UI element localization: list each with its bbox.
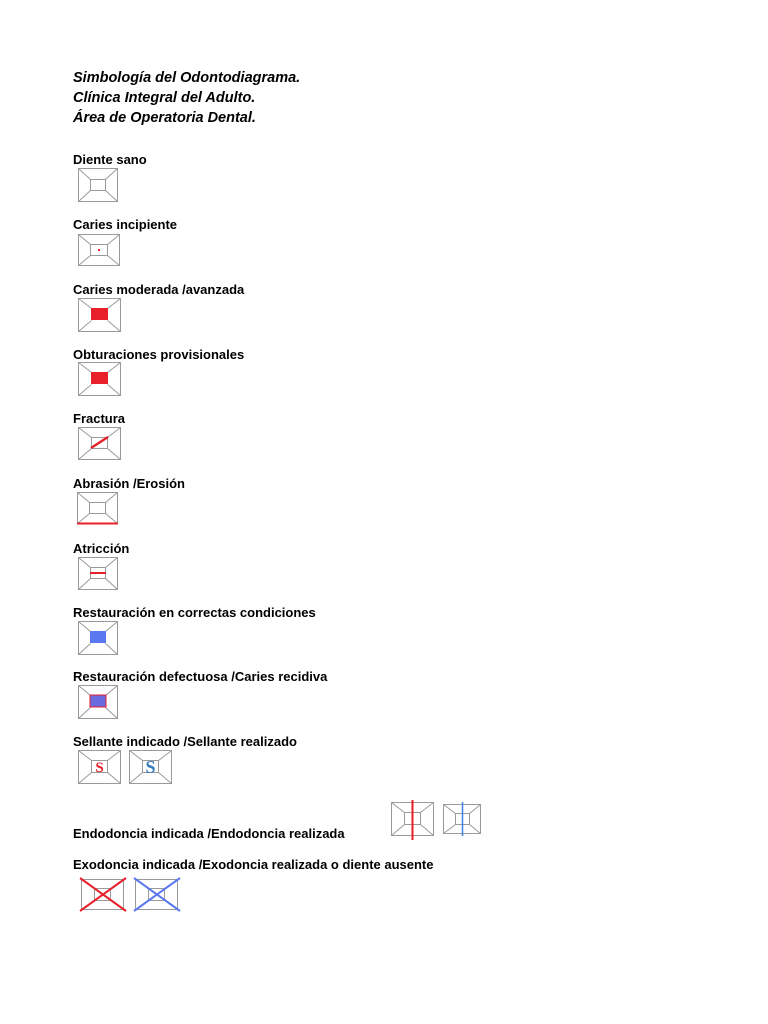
- sealant-done-icon: [129, 750, 172, 784]
- label-endodontics: Endodoncia indicada /Endodoncia realizada: [73, 826, 345, 841]
- label-sealant: Sellante indicado /Sellante realizado: [73, 734, 297, 749]
- sealant-letter-indicated: S: [95, 760, 104, 776]
- label-defective-restoration: Restauración defectuosa /Caries recidiva: [73, 669, 328, 684]
- attrition-icon: [78, 557, 118, 590]
- endodontics-indicated-icon: [390, 800, 436, 840]
- label-extraction: Exodoncia indicada /Exodoncia realizada o diente ausente: [73, 857, 434, 872]
- abrasion-icon: [77, 492, 118, 526]
- title-line-1: Simbología del Odontodiagrama.: [73, 70, 301, 86]
- label-moderate-caries: Caries moderada /avanzada: [73, 282, 245, 297]
- fracture-icon: [78, 427, 121, 460]
- label-fracture: Fractura: [73, 411, 126, 426]
- extraction-done-icon: [134, 878, 180, 911]
- label-correct-restoration: Restauración en correctas condiciones: [73, 605, 316, 620]
- title-line-2: Clínica Integral del Adulto.: [73, 90, 256, 106]
- label-provisional-fillings: Obturaciones provisionales: [73, 347, 245, 362]
- correct-restoration-icon: [78, 621, 118, 655]
- extraction-indicated-icon: [80, 878, 126, 911]
- moderate-caries-icon: [78, 298, 121, 332]
- label-abrasion: Abrasión /Erosión: [73, 476, 185, 491]
- healthy-tooth-icon: [78, 168, 118, 202]
- title-line-3: Área de Operatoria Dental.: [73, 110, 256, 126]
- defective-restoration-icon: [78, 685, 118, 719]
- sealant-letter-done: S: [145, 757, 156, 777]
- sealant-indicated-icon: [78, 750, 121, 784]
- label-attrition: Atricción: [73, 541, 130, 556]
- endodontics-done-icon: [442, 802, 482, 836]
- page-title: [73, 68, 300, 128]
- label-incipient-caries: Caries incipiente: [73, 217, 178, 232]
- provisional-filling-icon: [78, 362, 121, 396]
- label-healthy-tooth: Diente sano: [73, 152, 147, 167]
- incipient-caries-icon: [78, 234, 120, 266]
